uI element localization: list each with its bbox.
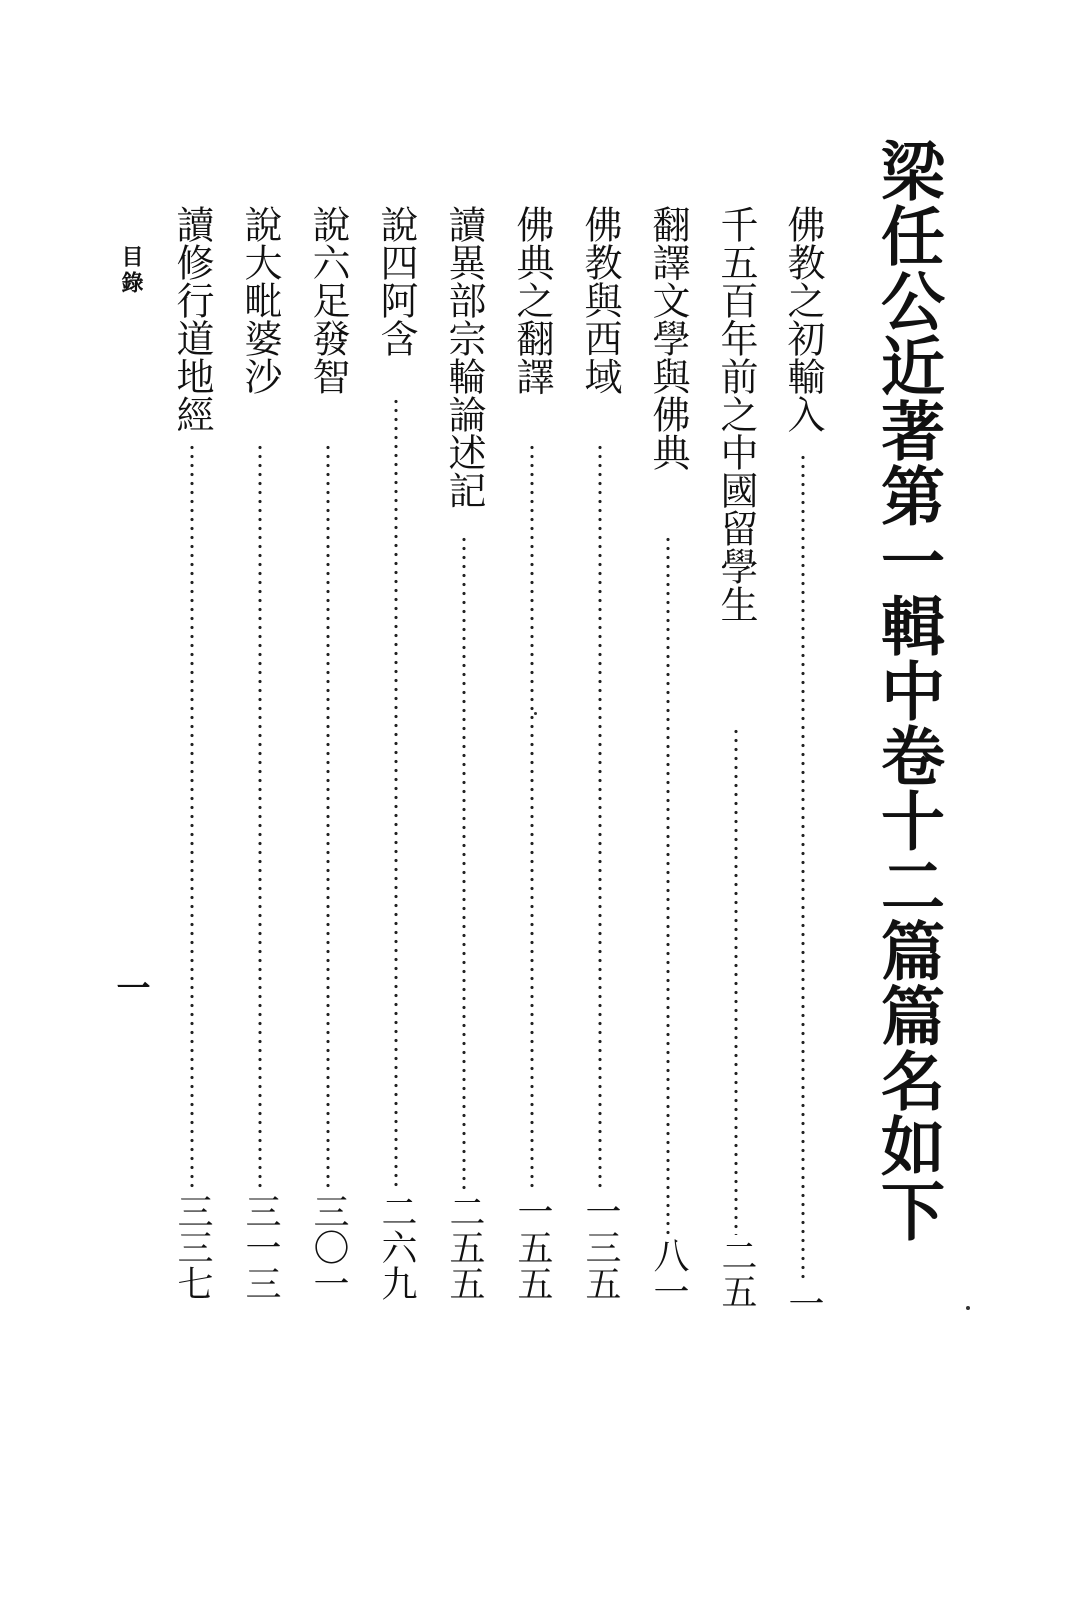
toc-entry <box>441 205 487 1325</box>
toc-entry <box>713 205 759 1325</box>
toc-entry-page: 三三七 <box>172 1193 213 1301</box>
page-number: 一 <box>110 970 150 1004</box>
toc-entry <box>305 205 351 1325</box>
toc-entry-title: 佛教之初輸入 <box>781 205 825 433</box>
toc-entry-title: 千五百年前之中國留學生 <box>714 205 758 623</box>
page-title: 梁任公近著第一輯中卷十二篇篇名如下 <box>870 138 945 1243</box>
toc-entry-title: 讀修行道地經 <box>170 205 214 433</box>
toc-entry-page: 一三五 <box>580 1193 621 1301</box>
toc-entry-page: 三一三 <box>240 1193 281 1301</box>
toc-leader-dots <box>189 443 195 1191</box>
running-header-label: 目錄 <box>118 245 144 297</box>
scan-speck <box>966 1306 970 1310</box>
toc-entry-page: 三〇一 <box>308 1193 349 1301</box>
toc-entry <box>780 205 826 1325</box>
toc-leader-dots <box>597 443 603 1191</box>
scan-speck <box>534 712 537 715</box>
toc-entry-title: 佛典之翻譯 <box>510 205 554 395</box>
toc-entry <box>577 205 623 1325</box>
toc-leader-dots <box>529 443 535 1191</box>
toc-entry-title: 讀異部宗輪論述記 <box>442 205 486 509</box>
toc-entry <box>509 205 555 1325</box>
toc-entry <box>169 205 215 1325</box>
toc-entry <box>373 205 419 1325</box>
toc-entry <box>645 205 691 1325</box>
toc-entry-page: 一 <box>783 1285 824 1321</box>
toc-entry-page: 二五 <box>716 1237 757 1309</box>
toc-entry-title: 翻譯文學與佛典 <box>646 205 690 471</box>
toc-entry-title: 說四阿含 <box>374 205 418 357</box>
toc-entry <box>237 205 283 1325</box>
toc-leader-dots <box>461 535 467 1191</box>
toc-leader-dots <box>393 397 399 1191</box>
toc-entry-page: 二六九 <box>376 1193 417 1301</box>
toc-leader-dots <box>733 727 739 1235</box>
toc-entry-page: 一五五 <box>512 1193 553 1301</box>
toc-entry-title: 佛教與西域 <box>578 205 622 395</box>
toc-leader-dots <box>800 453 806 1283</box>
toc-leader-dots <box>325 443 331 1191</box>
toc-entry-page: 八一 <box>648 1237 689 1309</box>
toc-leader-dots <box>665 535 671 1235</box>
toc-entry-page: 二五五 <box>444 1193 485 1301</box>
toc-leader-dots <box>257 443 263 1191</box>
toc-entry-title: 說大毗婆沙 <box>238 205 282 395</box>
toc-entry-title: 說六足發智 <box>306 205 350 395</box>
